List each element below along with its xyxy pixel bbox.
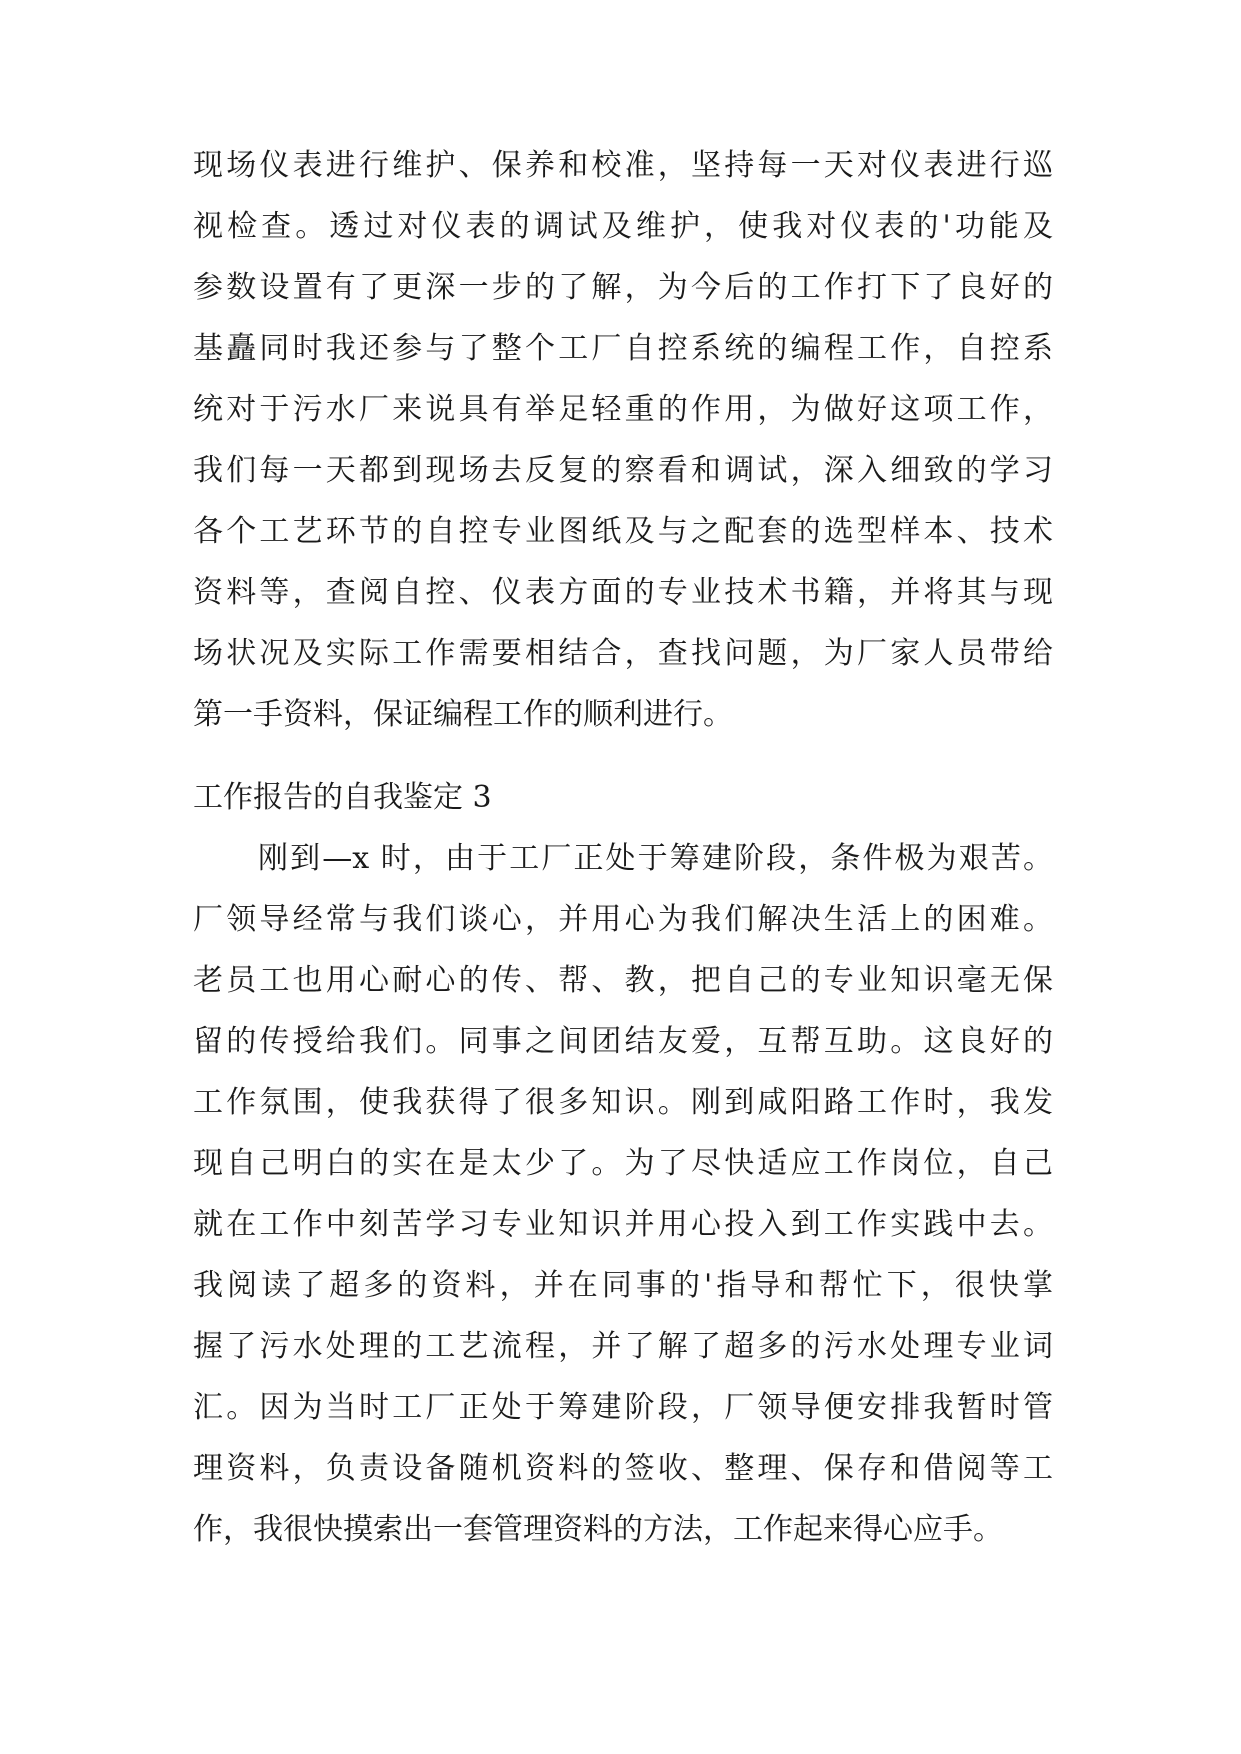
paragraph-line: 视检查。透过对仪表的调试及维护，使我对仪表的'功能及 <box>193 209 1053 244</box>
paragraph-line: 我阅读了超多的资料，并在同事的'指导和帮忙下，很快掌 <box>193 1268 1053 1303</box>
paragraph-line: 现自己明白的实在是太少了。为了尽快适应工作岗位，自己 <box>193 1146 1053 1181</box>
paragraph-line: 资料等，查阅自控、仪表方面的专业技术书籍，并将其与现 <box>193 575 1053 610</box>
paragraph-line: 各个工艺环节的自控专业图纸及与之配套的选型样本、技术 <box>193 514 1053 549</box>
paragraph-line: 基矗同时我还参与了整个工厂自控系统的编程工作，自控系 <box>193 331 1053 366</box>
paragraph-line: 握了污水处理的工艺流程，并了解了超多的污水处理专业词 <box>193 1329 1053 1364</box>
paragraph-line: 理资料，负责设备随机资料的签收、整理、保存和借阅等工 <box>193 1451 1053 1486</box>
paragraph-line: 作，我很快摸索出一套管理资料的方法，工作起来得心应手。 <box>193 1512 1003 1547</box>
paragraph-line: 现场仪表进行维护、保养和校准，坚持每一天对仪表进行巡 <box>193 148 1053 183</box>
paragraph-line: 统对于污水厂来说具有举足轻重的作用，为做好这项工作， <box>193 392 1053 427</box>
paragraph-line: 汇。因为当时工厂正处于筹建阶段，厂领导便安排我暂时管 <box>193 1390 1053 1425</box>
paragraph-line: 刚到—x 时，由于工厂正处于筹建阶段，条件极为艰苦。 <box>258 841 1053 876</box>
section-heading: 工作报告的自我鉴定 3 <box>193 780 492 815</box>
paragraph-line: 老员工也用心耐心的传、帮、教，把自己的专业知识毫无保 <box>193 963 1053 998</box>
paragraph-line: 场状况及实际工作需要相结合，查找问题，为厂家人员带给 <box>193 636 1053 671</box>
paragraph-line: 工作氛围，使我获得了很多知识。刚到咸阳路工作时，我发 <box>193 1085 1053 1120</box>
paragraph-line: 就在工作中刻苦学习专业知识并用心投入到工作实践中去。 <box>193 1207 1053 1242</box>
paragraph-line: 参数设置有了更深一步的了解，为今后的工作打下了良好的 <box>193 270 1053 305</box>
paragraph-line: 留的传授给我们。同事之间团结友爱，互帮互助。这良好的 <box>193 1024 1053 1059</box>
paragraph-line: 第一手资料，保证编程工作的顺利进行。 <box>193 697 733 732</box>
paragraph-line: 我们每一天都到现场去反复的察看和调试，深入细致的学习 <box>193 453 1053 488</box>
paragraph-line: 厂领导经常与我们谈心，并用心为我们解决生活上的困难。 <box>193 902 1053 937</box>
